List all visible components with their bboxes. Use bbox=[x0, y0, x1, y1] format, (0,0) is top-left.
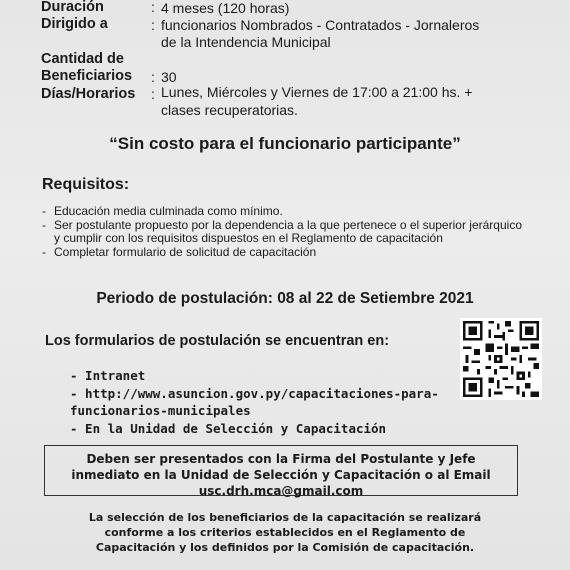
colon: : bbox=[151, 0, 155, 15]
beneficiarios-value: 30 bbox=[161, 69, 177, 85]
beneficiarios-label-line1: Cantidad de bbox=[41, 51, 124, 67]
footer-line: Capacitación y los definidos por la Comisión de capacitación. bbox=[95, 541, 475, 554]
dirigido-value-line2: de la Intendencia Municipal bbox=[161, 34, 331, 50]
beneficiarios-label-line2: Beneficiarios bbox=[41, 68, 133, 84]
footer-note bbox=[40, 510, 530, 555]
link-url-line1[interactable]: - http://www.asuncion.gov.py/capacitaciones-para- bbox=[70, 385, 439, 401]
qr-code-icon bbox=[460, 318, 542, 400]
colon: : bbox=[151, 86, 155, 102]
link-url-line2[interactable]: funcionarios-municipales bbox=[70, 403, 251, 418]
link-unidad: - En la Unidad de Selección y Capacitación bbox=[70, 420, 387, 436]
link-intranet: - Intranet bbox=[70, 368, 146, 383]
list-item: - Educación media culminada como mínimo. bbox=[42, 205, 522, 219]
duracion-label: Duración bbox=[41, 0, 104, 15]
horarios-value-line2: clases recuperatorias. bbox=[161, 102, 298, 118]
notice-email[interactable]: usc.drh.mca@gmail.com bbox=[198, 484, 364, 498]
dirigido-label: Dirigido a bbox=[41, 16, 108, 32]
notice-line: inmediato en la Unidad de Selección y Capacitación o al Email bbox=[71, 468, 491, 482]
dirigido-value-line1: funcionarios Nombrados - Contratados - Jornaleros bbox=[161, 17, 480, 33]
colon: : bbox=[151, 69, 155, 85]
footer-line: conforme a los criterios establecidos en el Reglamento de bbox=[104, 526, 466, 539]
formularios-links bbox=[70, 367, 439, 437]
duracion-value: 4 meses (120 horas) bbox=[161, 0, 290, 16]
requisitos-title: Requisitos: bbox=[42, 176, 130, 193]
formularios-intro: Los formularios de postulación se encuentran en: bbox=[45, 333, 390, 349]
footer-line: La selección de los beneficiarios de la capacitación se realizará bbox=[88, 511, 482, 524]
requisitos-list bbox=[42, 205, 522, 259]
list-item: - Completar formulario de solicitud de capacitación bbox=[42, 246, 522, 260]
notice-line: Deben ser presentados con la Firma del Postulante y Jefe bbox=[86, 452, 476, 466]
list-item: - Ser postulante propuesto por la dependencia a la que pertenece o el superior jerárquico y cumplir con los requisitos dispuestos en el Reglamento de capacitación bbox=[42, 219, 522, 246]
colon: : bbox=[151, 17, 155, 33]
tagline: “Sin costo para el funcionario participante” bbox=[109, 134, 461, 153]
periodo-postulacion: Periodo de postulación: 08 al 22 de Setiembre 2021 bbox=[96, 290, 474, 307]
horarios-value-line1: Lunes, Miércoles y Viernes de 17:00 a 21:00 hs. + bbox=[161, 84, 473, 100]
horarios-label: Días/Horarios bbox=[41, 86, 136, 102]
presentation-notice-box bbox=[44, 445, 518, 496]
